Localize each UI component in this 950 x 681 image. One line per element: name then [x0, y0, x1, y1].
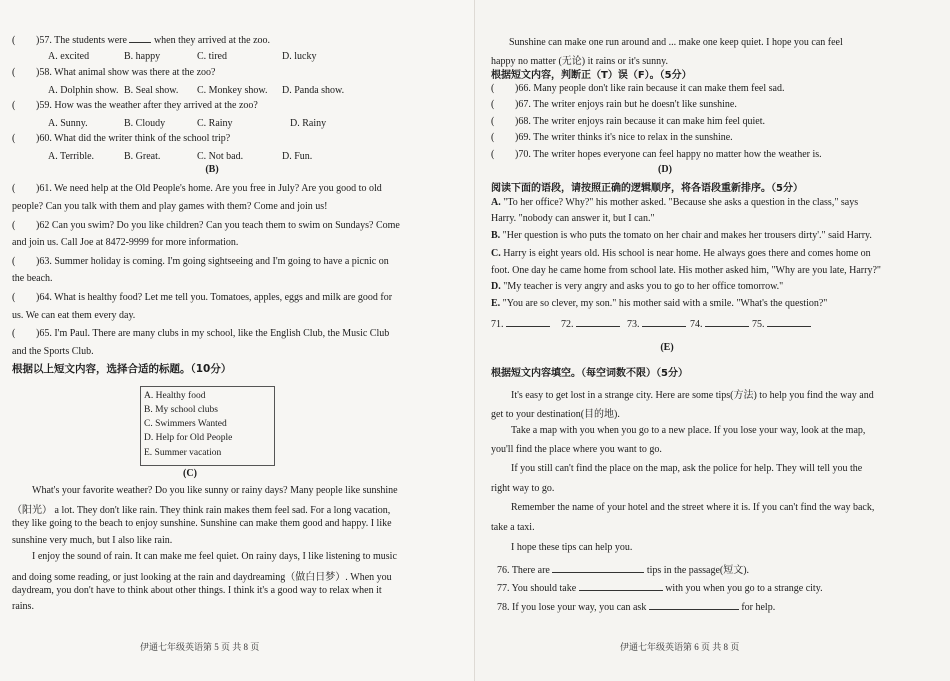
- question-65: ( )65. I'm Paul. There are many clubs in my school, like the English Club, the Music Club: [12, 328, 390, 339]
- fill-question-78: 78. If you lose your way, you can ask for help.: [497, 602, 776, 613]
- option[interactable]: A. Terrible.: [48, 151, 95, 162]
- instruction-d: 阅读下面的语段，请按照正确的逻辑顺序，将各语段重新排序。（5分）: [491, 183, 803, 194]
- tf-question-68: ( )68. The writer enjoys rain because it can make him feel quiet.: [491, 116, 765, 127]
- title-choice: C. Swimmers Wanted: [144, 419, 227, 429]
- question-63: ( )63. Summer holiday is coming. I'm going sightseeing and I'm going to have a picnic on: [12, 256, 389, 267]
- fill-question-77: 77. You should take with you when you go to a strange city.: [497, 583, 823, 594]
- page-footer: 伊通七年级英语第 6 页 共 8 页: [620, 642, 740, 652]
- title-choice-box: [140, 386, 275, 466]
- instruction-e: 根据短文内容填空。（每空词数不限）（5分）: [491, 368, 688, 379]
- paragraph-line: If you still can't find the place on the map, ask the police for help. They will tell you the: [511, 463, 863, 474]
- right-page: [475, 0, 950, 681]
- option[interactable]: A. Dolphin show.: [48, 85, 119, 96]
- question-63-cont: the beach.: [12, 273, 53, 284]
- paragraph-line: get to your destination(目的地).: [491, 409, 620, 420]
- option[interactable]: D. Fun.: [282, 151, 313, 162]
- paragraph-line: Sunshine can make one run around and ... make one keep quiet. I hope you can feel: [509, 37, 843, 48]
- option[interactable]: D. Rainy: [290, 118, 327, 129]
- option[interactable]: C. Not bad.: [197, 151, 244, 162]
- paragraph-line: I hope these tips can help you.: [511, 542, 633, 553]
- title-choice: B. My school clubs: [144, 405, 218, 415]
- answer-blank[interactable]: [649, 600, 739, 610]
- segment-a-cont: Harry. "nobody can answer it, but I can.": [491, 213, 655, 224]
- option[interactable]: A. excited: [48, 51, 90, 62]
- option[interactable]: B. Great.: [124, 151, 161, 162]
- answer-blank[interactable]: [552, 563, 644, 573]
- page-footer: 伊通七年级英语第 5 页 共 8 页: [140, 642, 260, 652]
- answer-blank[interactable]: [579, 581, 663, 591]
- option[interactable]: D. Panda show.: [282, 85, 345, 96]
- tf-question-69: ( )69. The writer thinks it's nice to relax in the sunshine.: [491, 132, 733, 143]
- paragraph-line: What's your favorite weather? Do you like sunny or rainy days? Many people like sunshine: [32, 485, 398, 496]
- title-choice: D. Help for Old People: [144, 433, 233, 443]
- answer-blank[interactable]: [576, 317, 620, 327]
- order-blank-75[interactable]: 75.: [752, 317, 811, 330]
- segment-c-cont: foot. One day he came home from school late. His mother asked him, "Why are you late, Harry?": [491, 265, 881, 276]
- question-59: ( )59. How was the weather after they arrived at the zoo?: [12, 100, 258, 111]
- option[interactable]: B. happy: [124, 51, 161, 62]
- order-blank-74[interactable]: 74.: [690, 317, 749, 330]
- section-heading-b: (B): [205, 164, 219, 175]
- segment-d: D. "My teacher is very angry and asks you to go to her office tomorrow.": [491, 281, 784, 292]
- segment-c: C. Harry is eight years old. His school is near home. He always goes there and comes home on: [491, 248, 871, 259]
- paragraph-line: It's easy to get lost in a strange city. Here are some tips(方法) to help you find the way and: [511, 390, 874, 401]
- paragraph-line: Remember the name of your hotel and the street where it is. If you can't find the way back,: [511, 502, 875, 513]
- segment-b: B. "Her question is who puts the tomato on her chair and makes her trousers dirty'." said Harry.: [491, 230, 872, 241]
- answer-blank[interactable]: [705, 317, 749, 327]
- section-heading-c: (C): [183, 468, 197, 479]
- option[interactable]: C. Monkey show.: [197, 85, 268, 96]
- question-65-cont: and the Sports Club.: [12, 346, 94, 357]
- segment-a: A. "To her office? Why?" his mother asked. "Because she asks a question in the class," says: [491, 197, 859, 208]
- order-blank-72[interactable]: 72.: [561, 317, 620, 330]
- title-choice: A. Healthy food: [144, 391, 206, 401]
- question-61: ( )61. We need help at the Old People's home. Are you free in July? Are you good to old: [12, 183, 382, 194]
- paragraph-line: right way to go.: [491, 483, 555, 494]
- tf-question-70: ( )70. The writer hopes everyone can feel happy no matter how the weather is.: [491, 149, 822, 160]
- option[interactable]: C. Rainy: [197, 118, 233, 129]
- section-heading-e: (E): [660, 342, 674, 353]
- paragraph-line: take a taxi.: [491, 522, 535, 533]
- paragraph-line: I enjoy the sound of rain. It can make me feel quiet. On rainy days, I like listening to music: [32, 551, 397, 562]
- order-blank-73[interactable]: 73.: [627, 317, 686, 330]
- fill-question-76: 76. There are tips in the passage(短文).: [497, 565, 750, 576]
- question-61-cont: people? Can you talk with them and play games with them? Come and join us!: [12, 201, 328, 212]
- segment-e: E. "You are so clever, my son." his mother said with a smile. "What's the question?": [491, 298, 828, 309]
- paragraph-line: sunshine very much, but I also like rain.: [12, 535, 173, 546]
- paragraph-line: they like going to the beach to enjoy sunshine. Sunshine can make them good and happy. I like: [12, 518, 392, 529]
- title-choice: E. Summer vacation: [144, 448, 222, 458]
- answer-blank[interactable]: [506, 317, 550, 327]
- tf-question-66: ( )66. Many people don't like rain because it can make them feel sad.: [491, 83, 785, 94]
- option[interactable]: B. Cloudy: [124, 118, 166, 129]
- answer-blank[interactable]: [129, 33, 151, 43]
- paragraph-line: rains.: [12, 601, 34, 612]
- tf-question-67: ( )67. The writer enjoys rain but he doesn't like sunshine.: [491, 99, 737, 110]
- paragraph-line: and doing some reading, or just looking at the rain and daydreaming（做白日梦）. When you: [12, 572, 392, 583]
- question-62-cont: and join us. Call Joe at 8472-9999 for more information.: [12, 237, 239, 248]
- section-heading-d: (D): [658, 164, 672, 175]
- question-58: ( )58. What animal show was there at the zoo?: [12, 67, 216, 78]
- answer-blank[interactable]: [642, 317, 686, 327]
- option[interactable]: A. Sunny.: [48, 118, 88, 129]
- option[interactable]: B. Seal show.: [124, 85, 179, 96]
- paragraph-line: you'll find the place where you want to go.: [491, 444, 662, 455]
- option[interactable]: C. tired: [197, 51, 227, 62]
- paragraph-line: daydream, you don't have to think about other things. I think it's a good way to relax when it: [12, 585, 382, 596]
- paragraph-line: happy no matter (无论) it rains or it's sunny.: [491, 56, 668, 67]
- paragraph-line: （阳光） a lot. They don't like rain. They think rain makes them feel sad. For a long vacation,: [12, 505, 391, 516]
- paragraph-line: Take a map with you when you go to a new place. If you lose your way, look at the map,: [511, 425, 866, 436]
- answer-blank[interactable]: [767, 317, 811, 327]
- question-60: ( )60. What did the writer think of the school trip?: [12, 133, 231, 144]
- order-blank-71[interactable]: 71.: [491, 317, 550, 330]
- question-64: ( )64. What is healthy food? Let me tell you. Tomatoes, apples, eggs and milk are good for: [12, 292, 393, 303]
- instruction-c: 根据短文内容，判断正（T）误（F）。（5分）: [491, 70, 692, 81]
- question-57: ( )57. The students were when they arrived at the zoo.: [12, 35, 271, 46]
- option[interactable]: D. lucky: [282, 51, 317, 62]
- question-64-cont: us. We can eat them every day.: [12, 310, 136, 321]
- instruction-b: 根据以上短文内容，选择合适的标题。（10分）: [12, 363, 232, 375]
- question-62: ( )62 Can you swim? Do you like children? Can you teach them to swim on Sundays? Come: [12, 220, 400, 231]
